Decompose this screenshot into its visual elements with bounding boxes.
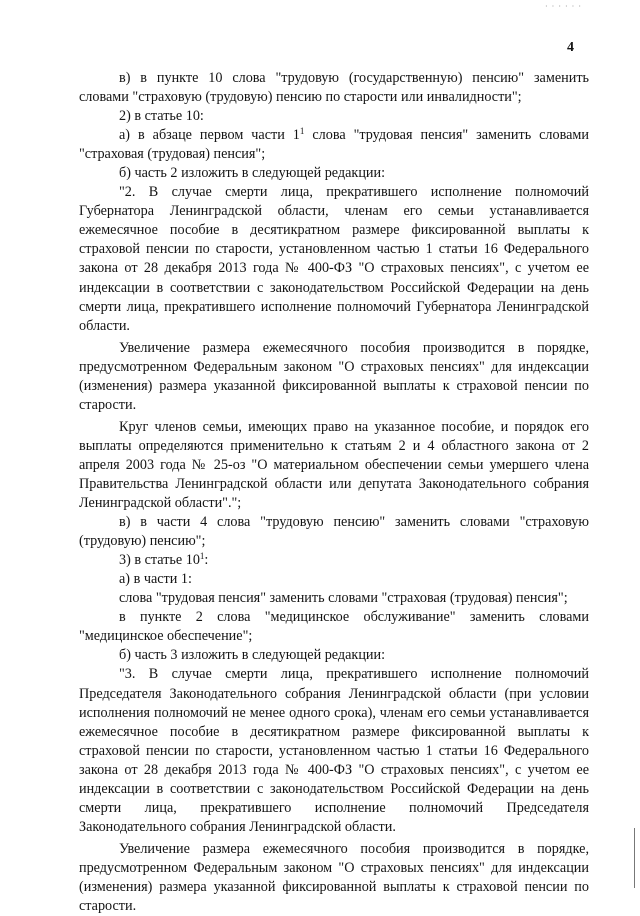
text-segment: 3) в статье 10 (119, 552, 200, 569)
paragraph-article-10-heading: 2) в статье 10: (119, 108, 204, 125)
scan-edge-line (634, 828, 635, 888)
text-segment: : (204, 552, 209, 569)
paragraph-replace-pension-words: слова "трудовая пенсия" заменить словами "страховая (трудовая) пенсия"; (119, 590, 568, 607)
paragraph-amend-point-10: в) в пункте 10 слова "трудовую (государственную) пенсию" заменить словами "страховую (трудовую) пенсию по старости или инвалидности"; (79, 70, 589, 106)
paragraph-article-10-part-4: в) в части 4 слова "трудовую пенсию" заменить словами "страховую (трудовую) пенсию"; (79, 514, 589, 550)
paragraph-chairman-benefit: "3. В случае смерти лица, прекратившего исполнение полномочий Председателя Законодательного собрания Ленинградской области (при условии исполнения полномочий не менее одного срока), членам его семьи устанавливается ежемесячное пособие в десятикратном размере фиксированной выплаты к страховой пенсии по старости, установленном частью 1 статьи 16 Федерального закона от 28 декабря 2013 года № 400-ФЗ "О страховых пенсиях", с учетом ее индексации в соответствии с законодательством Российской Федерации на день смерти лица, прекратившего исполнение полномочий Председателя Законодательного собрания Ленинградской области. (79, 666, 589, 835)
paragraph-article-10-part-1-1 (79, 126, 589, 164)
superscript: 1 (199, 551, 205, 562)
paragraph-benefit-indexation-2: Увеличение размера ежемесячного пособия производится в порядке, предусмотренном Федеральным законом "О страховых пенсиях" для индексации (изменения) размера указанной фиксированной выплаты к страховой пенсии по старости. (79, 840, 589, 915)
page-number: 4 (567, 40, 574, 55)
text-segment: а) в абзаце первом части 1 (119, 127, 300, 144)
paragraph-part-3-intro: б) часть 3 изложить в следующей редакции: (119, 647, 386, 664)
superscript: 1 (299, 126, 305, 137)
scan-corner-mark: · · · · · · (545, 2, 582, 11)
paragraph-family-members: Круг членов семьи, имеющих право на указанное пособие, и порядок его выплаты определяются применительно к статьям 2 и 4 областного закона от 2 апреля 2003 года № 25-оз "О материальном обеспечении семьи умершего члена Правительства Ленинградской области или депутата Законодательного собрания Ленинградской области"."; (79, 418, 589, 512)
paragraph-governor-benefit: "2. В случае смерти лица, прекратившего исполнение полномочий Губернатора Ленинградской области, членам его семьи устанавливается ежемесячное пособие в десятикратном размере фиксированной выплаты к страховой пенсии по старости, установленном частью 1 статьи 16 Федерального закона от 28 декабря 2013 года № 400-ФЗ "О страховых пенсиях", с учетом ее индексации в соответствии с законодательством Российской Федерации на день смерти лица, прекратившего исполнение полномочий Губернатора Ленинградской области. (79, 184, 589, 334)
paragraph-benefit-indexation: Увеличение размера ежемесячного пособия производится в порядке, предусмотренном Федеральным законом "О страховых пенсиях" для индексации (изменения) размера указанной фиксированной выплаты к страховой пенсии по старости. (79, 339, 589, 413)
paragraph-replace-medical-words: в пункте 2 слова "медицинское обслуживание" заменить словами "медицинское обеспечение"; (79, 609, 589, 645)
text-segment: слова "трудовая пенсия" заменить словами "страховая (трудовая) пенсия"; (79, 127, 589, 163)
document-body (79, 69, 589, 916)
paragraph-part-2-intro: б) часть 2 изложить в следующей редакции: (119, 165, 386, 182)
paragraph-part-1-intro: а) в части 1: (119, 571, 192, 588)
paragraph-article-10-1-heading (79, 551, 589, 570)
